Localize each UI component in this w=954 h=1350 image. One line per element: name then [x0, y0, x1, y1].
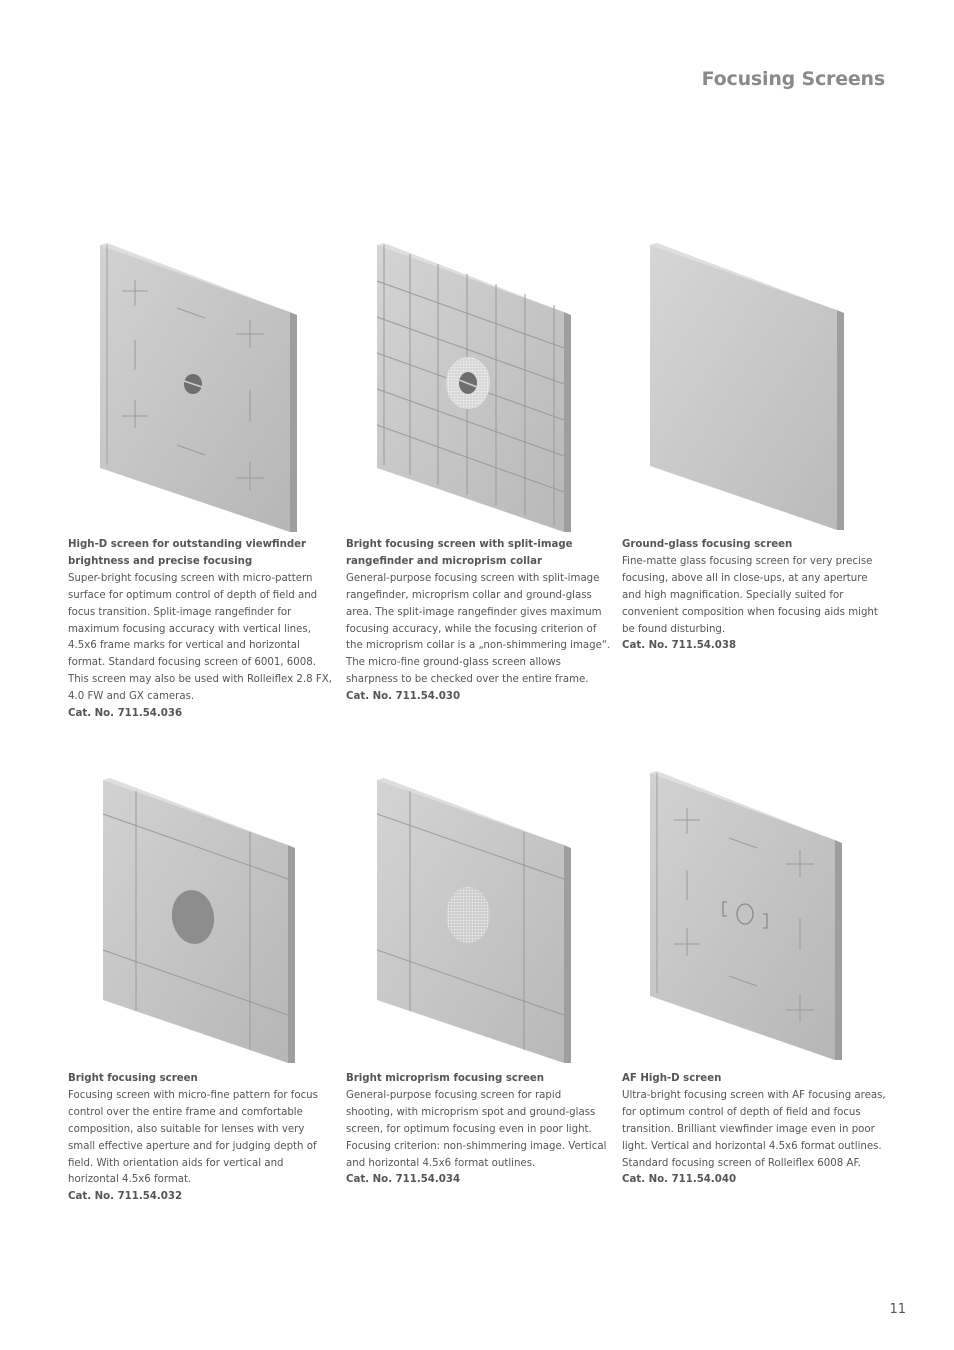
microprism-screen-illustration [372, 775, 582, 1075]
catalog-number: Cat. No. 711.54.038 [622, 640, 737, 652]
caption-description: Super-bright focusing screen with micro-pattern surface for optimum control of depth of field and focus transition. Split-image rangefinder for maximum focusing accuracy with vertical lines, 4.5x6 frame marks for vertical and horizontal format. Standard focusing screen of 6001, 6008. This screen may also be used with Rolleiflex 2.8 FX, 4.0 FW and GX cameras. [68, 572, 332, 703]
caption-description: Focusing screen with micro-fine pattern for focus control over the entire frame and comfortable composition, also suitable for lenses with very small effective aperture and for judging depth of field. With orientation aids for vertical and horizontal 4.5x6 format. [68, 1089, 318, 1186]
screen-caption-split-image [346, 537, 611, 706]
high-d-screen-illustration [95, 240, 305, 540]
caption-description: Ultra-bright focusing screen with AF focusing areas, for optimum control of depth of field and focus transition. Brilliant viewfinder image even in poor light. Vertical and horizontal 4.5x6 format outlines. Standard focusing screen of Rolleiflex 6008 AF. [622, 1089, 886, 1169]
ground-glass-screen-illustration [645, 240, 855, 540]
screen-caption-microprism [346, 1071, 611, 1189]
catalog-number: Cat. No. 711.54.032 [68, 1191, 183, 1203]
caption-description: General-purpose focusing screen for rapid shooting, with microprism spot and ground-glass screen, for optimum focusing even in poor light. Focusing criterion: non-shimmering image. Vertical and horizontal 4.5x6 format outlines. [346, 1089, 607, 1169]
catalog-number: Cat. No. 711.54.040 [622, 1174, 737, 1186]
page-number: 11 [889, 1302, 906, 1317]
caption-description: Fine-matte glass focusing screen for very precise focusing, above all in close-ups, at any aperture and high magnification. Specially suited for convenient composition when focusing aids might be found disturbing. [622, 555, 878, 635]
catalog-number: Cat. No. 711.54.030 [346, 691, 461, 703]
screen-caption-af-high-d [622, 1071, 887, 1189]
catalog-number: Cat. No. 711.54.034 [346, 1174, 461, 1186]
caption-heading: High-D screen for outstanding viewfinder brightness and precise focusing [68, 539, 307, 567]
bright-screen-illustration [98, 775, 308, 1075]
split-image-screen-illustration [372, 240, 582, 540]
catalog-number: Cat. No. 711.54.036 [68, 708, 183, 720]
page-title: Focusing Screens [701, 68, 885, 90]
caption-heading: AF High-D screen [622, 1073, 722, 1084]
caption-heading: Bright focusing screen with split-image rangefinder and microprism collar [346, 539, 573, 567]
caption-heading: Bright microprism focusing screen [346, 1073, 545, 1084]
screen-caption-ground-glass [622, 537, 887, 655]
caption-heading: Ground-glass focusing screen [622, 539, 793, 550]
caption-heading: Bright focusing screen [68, 1073, 198, 1084]
screen-caption-bright [68, 1071, 333, 1206]
af-high-d-screen-illustration [645, 768, 855, 1068]
screen-caption-high-d [68, 537, 333, 723]
caption-description: General-purpose focusing screen with split-image rangefinder, microprism collar and ground-glass area. The split-image rangefinder gives maximum focusing accuracy, while the focusing criterion of the microprism collar is a „non-shimmering image“. The micro-fine ground-glass screen allows sharpness to be checked over the entire frame. [346, 572, 611, 686]
